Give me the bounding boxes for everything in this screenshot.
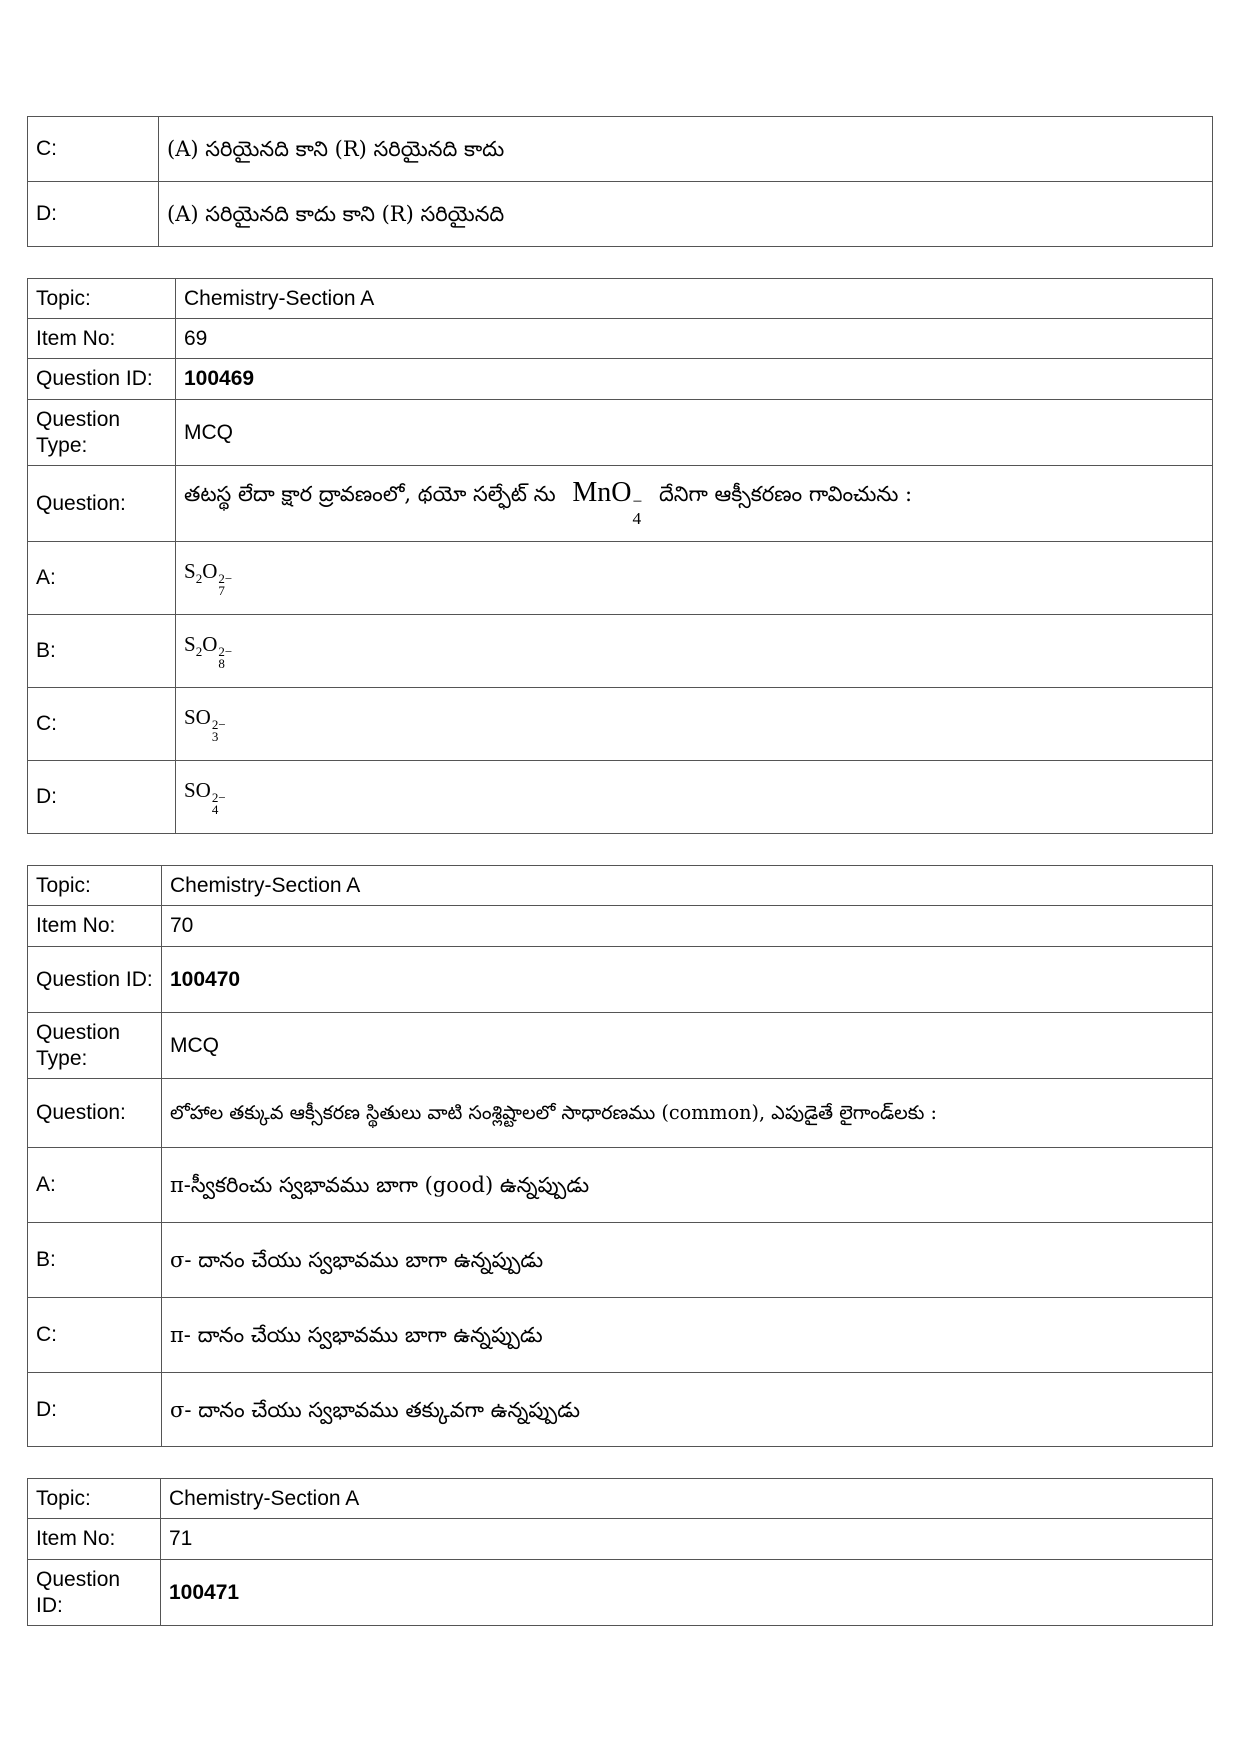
formula-sub: 2 [195,571,203,587]
option-text: π-స్వీకరించు స్వభావము బాగా (good) ఉన్నప్పుడు [162,1148,1213,1223]
question-69-table [27,278,1213,834]
formula-sup: 2− [218,570,233,586]
option-formula [176,615,1213,688]
topic-value: Chemistry-Section A [162,866,1213,906]
topic-value: Chemistry-Section A [176,279,1213,319]
option-text: (A) సరియైనది కాని (R) సరియైనది కాదు [159,117,1213,182]
option-label: D: [28,1373,162,1447]
formula-part: SO [184,705,211,730]
topic-value: Chemistry-Section A [161,1479,1213,1519]
question-70-table [27,865,1213,1447]
option-text: σ- దానం చేయు స్వభావము తక్కువగా ఉన్నప్పుడు [162,1373,1213,1447]
formula-part: SO [184,778,211,803]
item-value: 71 [161,1519,1213,1560]
option-label: B: [28,1223,162,1298]
formula-sub: 3 [211,729,219,745]
option-label: C: [28,117,159,182]
option-label: A: [28,542,176,615]
option-label: D: [28,182,159,247]
option-text: (A) సరియైనది కాదు కాని (R) సరియైనది [159,182,1213,247]
item-value: 70 [162,906,1213,947]
topic-label: Topic: [28,279,176,319]
question-id-value: 100469 [176,359,1213,400]
option-row [28,615,1213,688]
option-text: σ- దానం చేయు స్వభావము బాగా ఉన్నప్పుడు [162,1223,1213,1298]
question-text [162,1079,1213,1148]
option-label: A: [28,1148,162,1223]
option-row [28,542,1213,615]
option-row [28,761,1213,834]
formula-part: O [202,632,218,657]
question-id-value: 100471 [161,1560,1213,1626]
formula-part: S [184,559,196,584]
option-formula [176,542,1213,615]
option-row [28,1298,1213,1373]
formula-sub: 4 [211,802,219,818]
formula-sup: 2− [211,716,226,732]
formula-part: O [202,559,218,584]
topic-label: Topic: [28,866,162,906]
prev-question-options-table [27,116,1213,247]
question-type-value: MCQ [162,1013,1213,1079]
question-text-post: దేనిగా ఆక్సీకరణం గావించును : [658,481,913,506]
question-label: Question: [28,466,176,542]
formula-sub: 2 [195,644,203,660]
topic-label: Topic: [28,1479,161,1519]
question-text-pre: తటస్థ లేదా క్షార ద్రావణంలో, థయో సల్ఫేట్ ను [184,481,556,506]
question-id-label: Question ID: [28,1560,161,1626]
formula-sup: − [632,492,643,512]
option-row [28,1373,1213,1447]
option-row [28,117,1213,182]
question-71-table [27,1478,1213,1626]
question-label: Question: [28,1079,162,1148]
formula-sub: 8 [218,656,225,672]
option-label: D: [28,761,176,834]
option-label: B: [28,615,176,688]
question-text-content: లోహాల తక్కువ ఆక్సీకరణ స్థితులు వాటి సంశ్లిష్టాలలో సాధారణము (common), ఎపుడైతే లైగాండ్‌లకు : [170,1101,938,1124]
question-type-label: Question Type: [28,1013,162,1079]
option-row [28,1223,1213,1298]
item-value: 69 [176,319,1213,359]
item-label: Item No: [28,1519,161,1560]
formula-part: S [184,632,196,657]
option-text: π- దానం చేయు స్వభావము బాగా ఉన్నప్పుడు [162,1298,1213,1373]
formula-sup: 2− [218,643,233,659]
formula-sup: 2− [211,789,226,805]
question-type-value: MCQ [176,400,1213,466]
question-type-label: Question Type: [28,400,176,466]
option-row [28,688,1213,761]
option-formula [176,688,1213,761]
formula-base: MnO [572,476,632,508]
item-label: Item No: [28,319,176,359]
option-formula [176,761,1213,834]
option-label: C: [28,1298,162,1373]
option-row [28,1148,1213,1223]
option-row [28,182,1213,247]
question-id-value: 100470 [162,947,1213,1013]
formula-sub: 4 [632,508,642,528]
option-label: C: [28,688,176,761]
question-id-label: Question ID: [28,359,176,400]
permanganate-formula [572,476,643,528]
question-id-label: Question ID: [28,947,162,1013]
question-text [176,466,1213,542]
item-label: Item No: [28,906,162,947]
formula-sub: 7 [218,583,225,599]
